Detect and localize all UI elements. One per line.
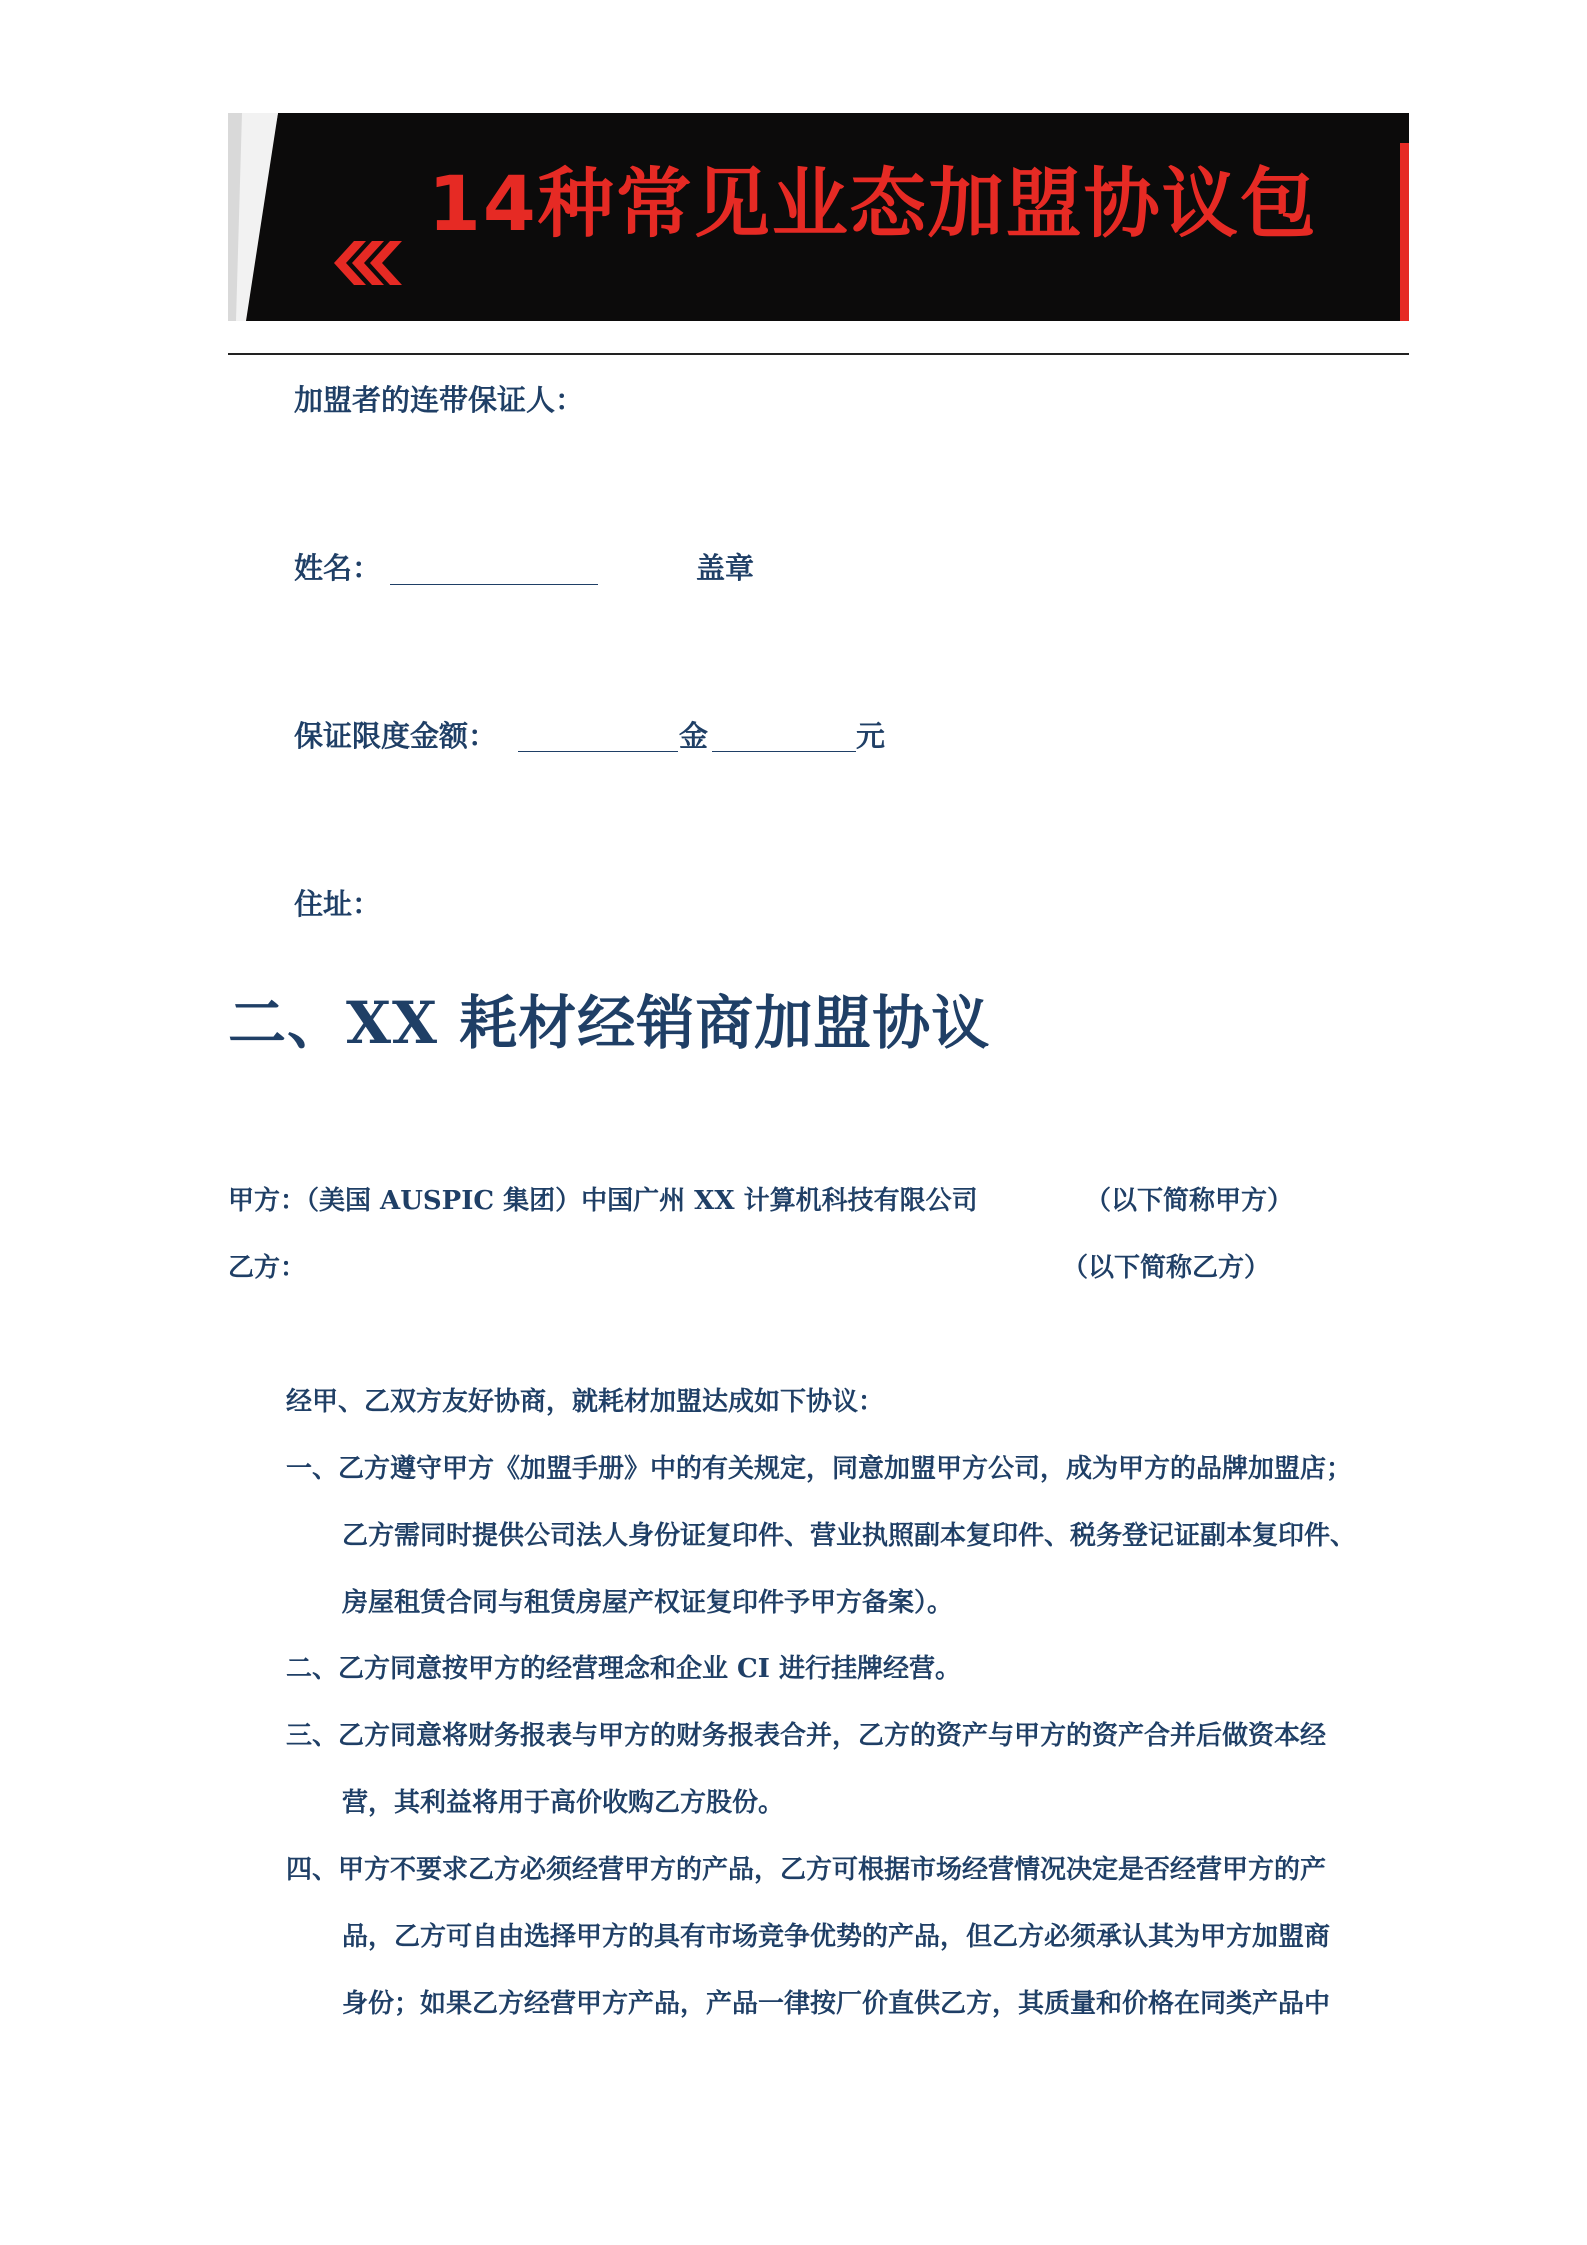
limit-label: 保证限度金额： [294,719,498,753]
clause-line: 房屋租赁合同与租赁房屋产权证复印件予甲方备案）。 [342,1588,954,1618]
limit-unit-label: 元 [856,719,886,753]
header-divider [228,353,1409,355]
seal-label: 盖章 [696,551,755,585]
party-a: 甲方：（美国 AUSPIC 集团）中国广州 XX 计算机科技有限公司 [228,1186,978,1216]
clause-line: 二、乙方同意按甲方的经营理念和企业 CI 进行挂牌经营。 [286,1654,961,1684]
party-b-alias: （以下简称乙方） [1062,1253,1271,1283]
party-a-alias: （以下简称甲方） [1085,1186,1294,1216]
clause-line: 身份；如果乙方经营甲方产品，产品一律按厂价直供乙方，其质量和价格在同类产品中 [342,1989,1331,2019]
clause-line: 乙方需同时提供公司法人身份证复印件、营业执照副本复印件、税务登记证副本复印件、 [342,1521,1357,1551]
clause-line: 品，乙方可自由选择甲方的具有市场竞争优势的产品，但乙方必须承认其为甲方加盟商 [342,1922,1331,1952]
header-banner [228,113,1409,321]
party-b: 乙方： [228,1253,307,1283]
limit-mid-label: 金 [679,719,709,753]
section-title: 二、XX 耗材经销商加盟协议 [228,989,991,1057]
clause-line: 一、乙方遵守甲方《加盟手册》中的有关规定，同意加盟甲方公司，成为甲方的品牌加盟店； [286,1454,1353,1484]
banner-corner-graphic [228,113,288,321]
triple-chevron-left-icon [332,241,402,285]
limit-blank-1 [518,751,678,752]
banner-accent-bar [1400,143,1409,321]
clause-line: 四、甲方不要求乙方必须经营甲方的产品，乙方可根据市场经营情况决定是否经营甲方的产 [286,1855,1327,1885]
clause-line: 三、乙方同意将财务报表与甲方的财务报表合并，乙方的资产与甲方的资产合并后做资本经 [286,1721,1327,1751]
intro-paragraph: 经甲、乙双方友好协商，就耗材加盟达成如下协议： [286,1387,885,1417]
guarantor-heading: 加盟者的连带保证人： [294,383,585,417]
name-blank [390,584,598,585]
limit-blank-2 [712,751,856,752]
clause-line: 营，其利益将用于高价收购乙方股份。 [342,1788,785,1818]
name-label: 姓名： [294,551,382,585]
address-label: 住址： [294,887,382,921]
banner-title: 14种常见业态加盟协议包 [428,159,1318,248]
